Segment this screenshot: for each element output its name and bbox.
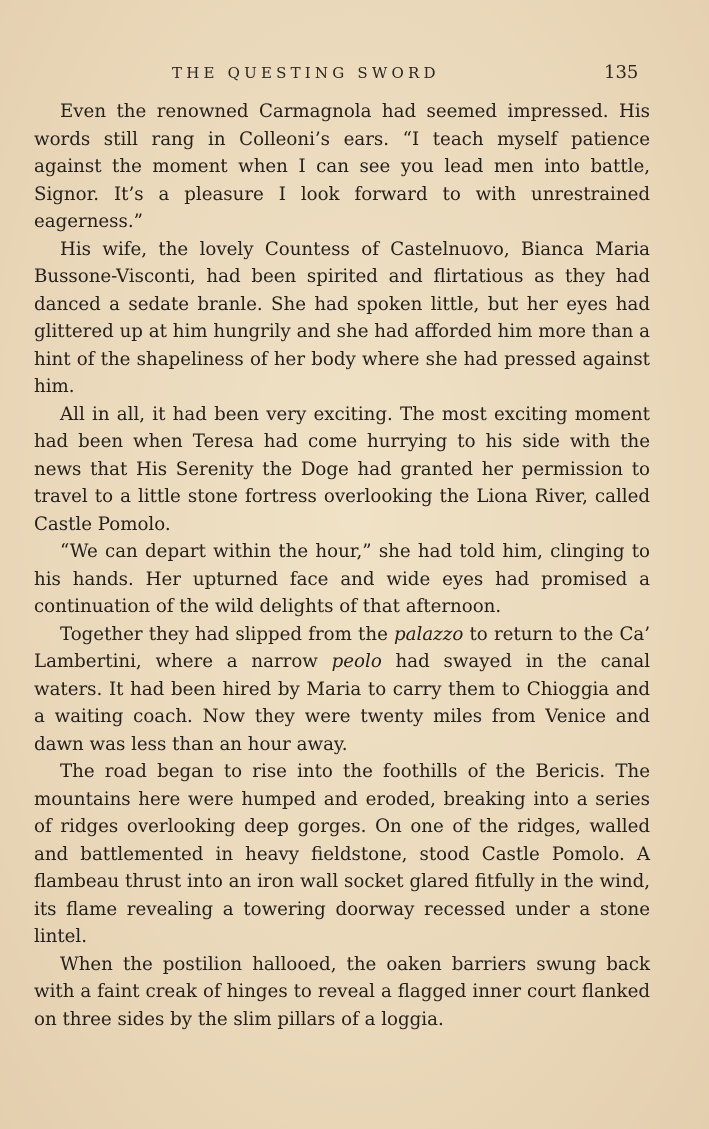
text-run: Even the renowned Carmagnola had seemed impressed. His words still rang in Colleoni’s ears. “I teach myself patience against the moment when I can see you lead men into battle, Signor. It’s a pleasure I look forward to with unrestrained eagerness.” — [34, 101, 650, 232]
text-run: “We can depart within the hour,” she had told him, clinging to his hands. Her upturned face and wide eyes had promised a continuation of the wild delights of that afternoon. — [34, 541, 650, 617]
paragraph — [34, 538, 650, 621]
text-run: All in all, it had been very exciting. The most exciting moment had been when Teresa had come hurrying to his side with the news that His Serenity the Doge had granted her permission to travel to a little stone fortress overlooking the Liona River, called Castle Pomolo. — [34, 403, 650, 535]
text-run: Together they had slipped from the — [60, 623, 395, 645]
text-run: The road began to rise into the foothills of the Bericis. The mountains here were humped and eroded, breaking into a series of ridges overlooking deep gorges. On one of the ridges, walled and battlemented in heavy fieldstone, stood Castle Pomolo. A flambeau thrust into an iron wall socket glared fitfully in the wind, its flame revealing a towering doorway recessed under a stone lintel. — [34, 761, 650, 947]
paragraph — [34, 401, 650, 539]
paragraph — [34, 621, 650, 759]
text-run: When the postilion hallooed, the oaken barriers swung back with a faint creak of hinges to reveal a flagged inner court flanked on three sides by the slim pillars of a loggia. — [34, 953, 650, 1030]
text-run: to return to the Ca’ Lambertini, where a narrow — [34, 623, 650, 672]
paragraph — [34, 951, 650, 1034]
paragraph — [34, 98, 650, 236]
running-title: THE QUESTING SWORD — [172, 64, 440, 82]
italic-word: palazzo — [394, 623, 464, 645]
paragraph — [34, 236, 650, 401]
text-run: His wife, the lovely Countess of Castelnuovo, Bianca Maria Bussone-Visconti, had been spirited and flirtatious as they had danced a sedate branle. She had spoken little, but her eyes had glittered up at him hungrily and she had afforded him more than a hint of the shapeliness of her body where she had pressed against him. — [34, 238, 650, 397]
paragraph — [34, 758, 650, 951]
page-header — [0, 62, 709, 86]
text-run: had swayed in the canal waters. It had been hired by Maria to carry them to Chioggia and a waiting coach. Now they were twenty miles from Venice and dawn was less than an hour away. — [34, 651, 651, 755]
italic-word: peolo — [331, 651, 382, 672]
page-number: 135 — [604, 62, 639, 83]
body-text — [34, 98, 650, 1033]
